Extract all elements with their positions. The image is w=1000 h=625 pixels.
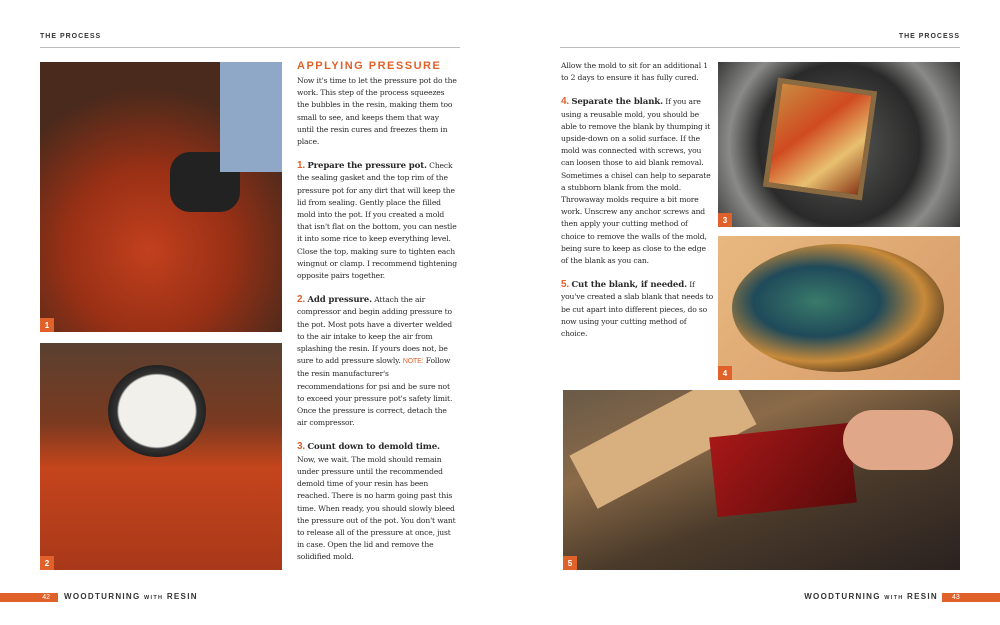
hand bbox=[843, 410, 953, 470]
step-body: If you are using a reusable mold, you should be able to remove the blank by thumping it upside-down on a solid surface. If the mold was connected with screws, you can loosen those to aid blank removal. Sometimes a chisel can help to separate a stubborn blank from the mold. Throwaway molds require a bit more work. Unscrew any anchor screws and then apply your cutting method of choice to remove the walls of the mold, being sure to keep as close to the edge of the blank as you can. bbox=[561, 97, 711, 266]
step-2 bbox=[297, 294, 457, 429]
step-number: 1. bbox=[297, 160, 306, 172]
running-header-left: THE PROCESS bbox=[40, 33, 102, 40]
photo-resin-blank bbox=[718, 236, 960, 380]
title-part: WITH bbox=[144, 595, 164, 601]
photo-number: 3 bbox=[718, 213, 732, 227]
step-body: Attach the air compressor and begin adding pressure to the pot. Most pots have a diverter welded to the air intake to keep the air from splashing the resin. If yours does not, be sure to add pressure slowly. bbox=[297, 295, 453, 366]
step-number: 3. bbox=[297, 441, 306, 453]
title-part: RESIN bbox=[907, 592, 938, 601]
step-title: Separate the blank. bbox=[571, 97, 663, 108]
step-body: If you've created a slab blank that needs to be cut apart into different pieces, do so now using your cutting method of choice. bbox=[561, 280, 714, 339]
photo-number: 4 bbox=[718, 366, 732, 380]
title-part: WOODTURNING bbox=[64, 592, 141, 601]
footer-book-title-left bbox=[64, 592, 198, 601]
step-1 bbox=[297, 160, 457, 282]
section-heading: APPLYING PRESSURE bbox=[297, 60, 442, 72]
step-body: Now, we wait. The mold should remain under pressure until the recommended demold time of your resin has been reached. There is no harm going past this time. When ready, you should slowly bleed the pressure out of the pot. You don't want to release all of the pressure at once, just in case. Open the lid and remove the solidified mold. bbox=[297, 454, 456, 562]
step-4 bbox=[561, 96, 713, 267]
step-title: Add pressure. bbox=[307, 295, 372, 306]
gauge-dial bbox=[108, 365, 206, 457]
step-number: 2. bbox=[297, 294, 306, 306]
step-body: Check the sealing gasket and the top rim of the pressure pot for any dirt that will keep the lid from sealing. Gently place the filled mold into the pot. If you created a mold that isn't flat on the bottom, you can nestle it into some rice to keep everything level. Close the top, making sure to tighten each wingnut or clamp. I recommend tightening opposite pairs together. bbox=[297, 161, 457, 281]
note-label: NOTE: bbox=[402, 358, 424, 366]
step-5 bbox=[561, 279, 713, 340]
step-3 bbox=[297, 441, 457, 563]
photo-number: 1 bbox=[40, 318, 54, 332]
title-part: WITH bbox=[884, 595, 904, 601]
round-blank bbox=[732, 244, 944, 372]
footer-book-title-right bbox=[804, 592, 938, 601]
photo-number: 2 bbox=[40, 556, 54, 570]
step-number: 5. bbox=[561, 279, 570, 291]
red-resin-block bbox=[709, 423, 857, 517]
shirt-sleeve bbox=[220, 62, 282, 172]
title-part: WOODTURNING bbox=[804, 592, 881, 601]
continuation-paragraph: Allow the mold to sit for an additional 1 to 2 days to ensure it has fully cured. bbox=[561, 61, 708, 83]
step-title: Count down to demold time. bbox=[307, 442, 440, 453]
page-number-left: 42 bbox=[0, 593, 58, 602]
photo-cutting-blank bbox=[563, 390, 960, 570]
step-number: 4. bbox=[561, 96, 570, 108]
note-body: Follow the resin manufacturer's recommendations for psi and be sure not to exceed your pressure pot's safety limit. Once the pressure is correct, detach the air compressor. bbox=[297, 356, 453, 428]
photo-number: 5 bbox=[563, 556, 577, 570]
running-header-right: THE PROCESS bbox=[898, 33, 960, 40]
photo-pressure-pot bbox=[40, 62, 282, 332]
right-text-column bbox=[561, 60, 713, 352]
step-title: Prepare the pressure pot. bbox=[307, 161, 427, 172]
header-rule-right bbox=[560, 47, 960, 48]
intro-paragraph: Now it's time to let the pressure pot do the work. This step of the process squeezes the bubbles in the resin, making them too small to see, and keeps them that way until the resin cures and freezes them in place. bbox=[297, 76, 457, 147]
step-title: Cut the blank, if needed. bbox=[571, 280, 687, 291]
photo-pressure-gauge bbox=[40, 343, 282, 570]
title-part: RESIN bbox=[166, 592, 198, 601]
page-number-right: 43 bbox=[942, 593, 1000, 602]
photo-mold-in-pot bbox=[718, 62, 960, 227]
left-text-column bbox=[297, 60, 457, 576]
header-rule-left bbox=[40, 47, 460, 48]
resin-mold bbox=[763, 78, 877, 201]
